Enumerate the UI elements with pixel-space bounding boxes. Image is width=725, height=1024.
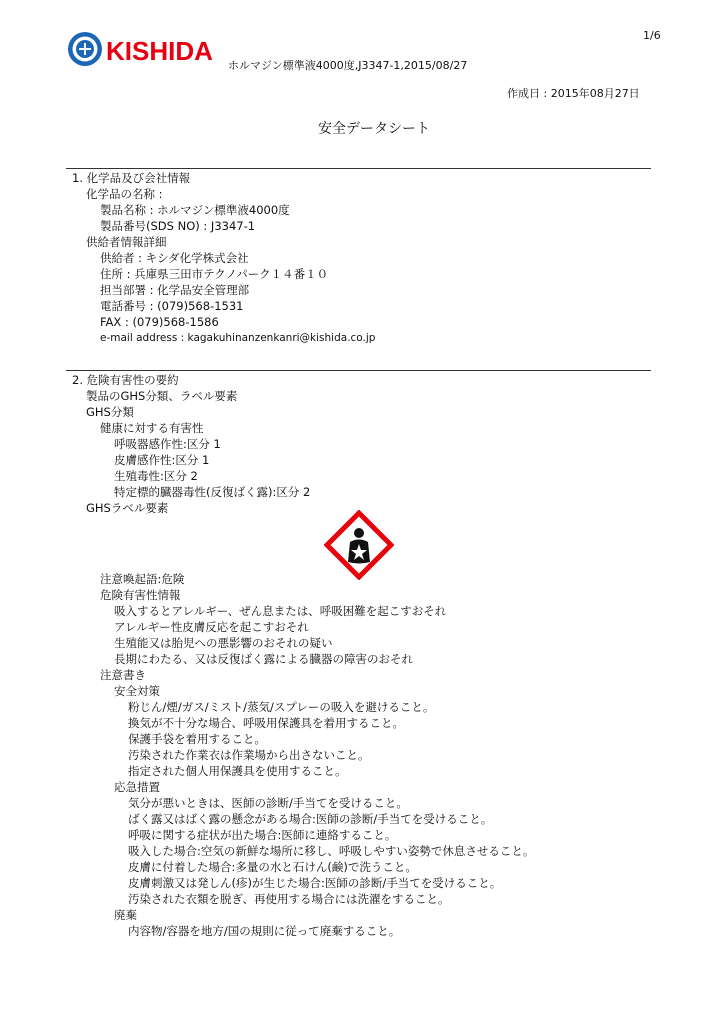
classification-item: 呼吸器感作性:区分 1	[114, 437, 221, 451]
hazard-statement: 吸入するとアレルギー、ぜん息または、呼吸困難を起こすおそれ	[114, 604, 447, 618]
classification-item: 特定標的臓器毒性(反復ばく露):区分 2	[114, 485, 311, 499]
fax: FAX : (079)568-1586	[100, 315, 219, 329]
signal-word: 注意喚起語:危険	[100, 572, 185, 586]
classification-item: 皮膚感作性:区分 1	[114, 453, 210, 467]
health-hazard-pictogram-icon	[324, 510, 394, 580]
ghs-class: GHS分類	[86, 405, 134, 419]
health-hazard-heading: 健康に対する有害性	[100, 421, 204, 435]
safety-item: 保護手袋を着用すること。	[128, 732, 266, 746]
sheet-title: 安全データシート	[318, 121, 430, 137]
product-name: 製品名称 : ホルマジン標準液4000度	[100, 203, 290, 217]
emergency-item: 汚染された衣類を脱ぎ、再使用する場合には洗濯をすること。	[128, 892, 450, 906]
section-divider	[66, 370, 651, 371]
emergency-item: 吸入した場合:空気の新鮮な場所に移し、呼吸しやすい姿勢で休息させること。	[128, 844, 535, 858]
ghs-class-heading: 製品のGHS分類、ラベル要素	[86, 389, 238, 403]
emergency-item: 皮膚刺激又は発しん(疹)が生じた場合:医師の診断/手当てを受けること。	[128, 876, 502, 890]
safety-heading: 安全対策	[114, 684, 160, 698]
classification-item: 生殖毒性:区分 2	[114, 469, 198, 483]
emergency-item: 呼吸に関する症状が出た場合:医師に連絡すること。	[128, 828, 397, 842]
document-reference: ホルマジン標準液4000度,J3347-1,2015/08/27	[228, 59, 468, 72]
emergency-item: 皮膚に付着した場合:多量の水と石けん(鹸)で洗うこと。	[128, 860, 417, 874]
hazard-statement: 長期にわたる、又は反復ばく露による臓器の障害のおそれ	[114, 652, 413, 666]
supplier-heading: 供給者情報詳細	[86, 235, 167, 249]
hazard-statement: 生殖能又は胎児への悪影響のおそれの疑い	[114, 636, 333, 650]
supplier: 供給者 : キシダ化学株式会社	[100, 251, 249, 265]
page-number: 1/6	[643, 29, 661, 42]
emergency-item: 気分が悪いときは、医師の診断/手当てを受けること。	[128, 796, 408, 810]
section2-heading: 2. 危険有害性の要約	[72, 373, 179, 387]
email: e-mail address : kagakuhinanzenkanri@kishida.co.jp	[100, 332, 376, 344]
chemical-name-heading: 化学品の名称 :	[86, 187, 163, 201]
product-code: 製品番号(SDS NO) : J3347-1	[100, 219, 256, 233]
disposal-heading: 廃棄	[114, 908, 137, 922]
kishida-logo	[66, 30, 234, 70]
phone: 電話番号 : (079)568-1531	[100, 299, 244, 313]
created-date: 作成日 : 2015年08月27日	[507, 87, 640, 100]
hazard-info-heading: 危険有害性情報	[100, 588, 181, 602]
emergency-item: ばく露又はばく露の懸念がある場合:医師の診断/手当てを受けること。	[128, 812, 493, 826]
disposal-item: 内容物/容器を地方/国の規則に従って廃棄すること。	[128, 924, 401, 938]
safety-item: 汚染された作業衣は作業場から出さないこと。	[128, 748, 370, 762]
ghs-label-heading: GHSラベル要素	[86, 501, 169, 515]
safety-item: 粉じん/煙/ガス/ミスト/蒸気/スプレーの吸入を避けること。	[128, 700, 435, 714]
department: 担当部署 : 化学品安全管理部	[100, 283, 250, 297]
precaution-heading: 注意書き	[100, 668, 146, 682]
logo-text: KISHIDA	[106, 36, 213, 66]
safety-item: 指定された個人用保護具を使用すること。	[128, 764, 347, 778]
address: 住所 : 兵庫県三田市テクノパーク１４番１０	[100, 267, 329, 281]
section1-heading: 1. 化学品及び会社情報	[72, 171, 191, 185]
emergency-heading: 応急措置	[114, 780, 160, 794]
hazard-statement: アレルギー性皮膚反応を起こすおそれ	[114, 620, 309, 634]
safety-item: 換気が不十分な場合、呼吸用保護具を着用すること。	[128, 716, 404, 730]
section-divider	[66, 168, 651, 169]
